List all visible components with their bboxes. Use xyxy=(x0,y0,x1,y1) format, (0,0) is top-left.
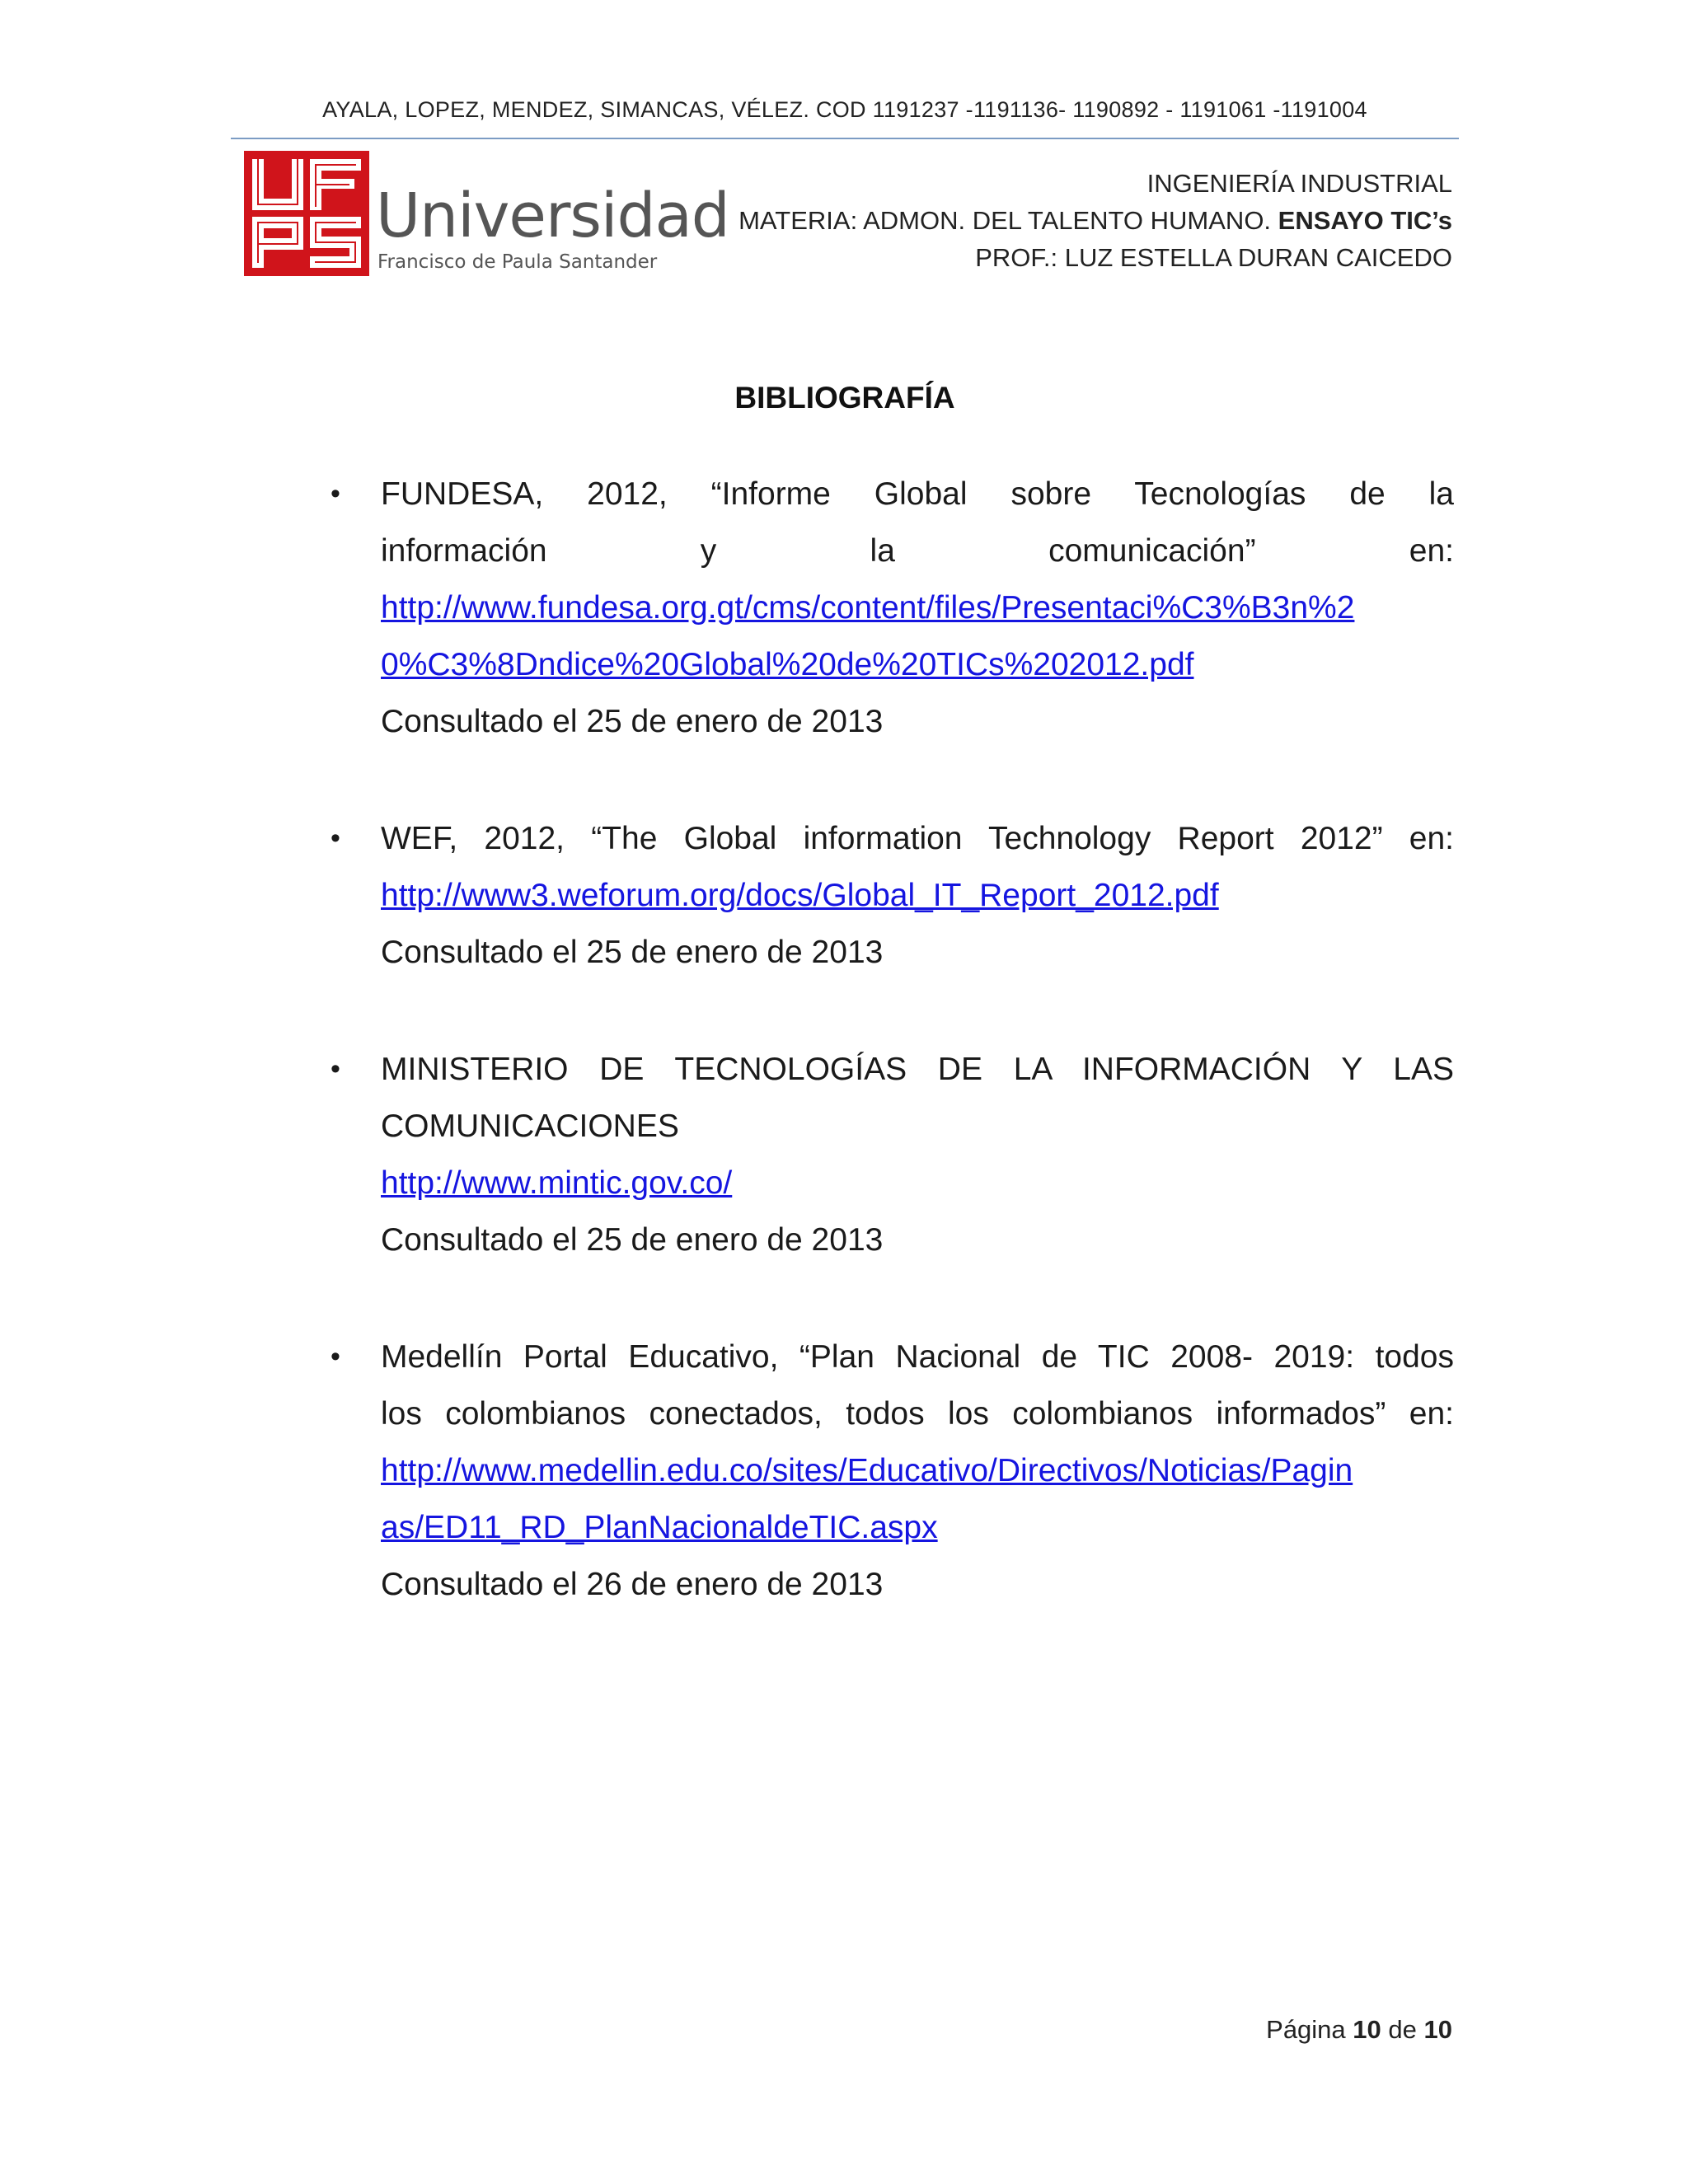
bullet-icon: • xyxy=(331,478,340,509)
subject-text: MATERIA: ADMON. DEL TALENTO HUMANO. xyxy=(738,206,1272,235)
logo-subtitle: Francisco de Paula Santander xyxy=(377,251,658,273)
page-number xyxy=(1266,2015,1452,2045)
bibliography-entry xyxy=(331,810,1454,981)
total-pages: 10 xyxy=(1423,2015,1452,2044)
entry-text: MINISTERIO DE TECNOLOGÍAS DE LA INFORMACIÓN Y LAS xyxy=(381,1052,1454,1087)
consulted-date: Consultado el 25 de enero de 2013 xyxy=(381,935,884,970)
reference-link[interactable]: 0%C3%8Dndice%20Global%20de%20TICs%202012.pdf xyxy=(381,647,1194,682)
program-name: INGENIERÍA INDUSTRIAL xyxy=(1146,169,1452,198)
section-title: BIBLIOGRAFÍA xyxy=(734,381,955,415)
page-label: Página xyxy=(1266,2015,1346,2044)
reference-link[interactable]: http://www.mintic.gov.co/ xyxy=(381,1165,733,1201)
bibliography-entry xyxy=(331,1329,1454,1613)
current-page: 10 xyxy=(1353,2015,1381,2044)
reference-link[interactable]: http://www.fundesa.org.gt/cms/content/files/Presentaci%C3%B3n%2 xyxy=(381,590,1355,626)
reference-link[interactable]: http://www.medellin.edu.co/sites/Educativo/Directivos/Noticias/Pagin xyxy=(381,1453,1353,1488)
university-logo xyxy=(244,151,729,279)
entry-text: WEF, 2012, “The Global information Technology Report 2012” en: xyxy=(381,821,1454,856)
header-divider xyxy=(231,138,1459,139)
entry-text: COMUNICACIONES xyxy=(381,1108,679,1144)
consulted-date: Consultado el 25 de enero de 2013 xyxy=(381,704,884,739)
subject-bold: ENSAYO TIC’s xyxy=(1278,206,1452,235)
entry-text: información y la comunicación” en: xyxy=(381,533,1454,569)
logo-title: Universidad xyxy=(376,180,729,251)
professor-name: PROF.: LUZ ESTELLA DURAN CAICEDO xyxy=(975,243,1452,272)
entry-text: Medellín Portal Educativo, “Plan Nacional de TIC 2008- 2019: todos xyxy=(381,1339,1454,1375)
bullet-icon: • xyxy=(331,823,340,854)
subject-line xyxy=(710,202,1452,239)
bibliography-entry xyxy=(331,466,1454,750)
entry-text: FUNDESA, 2012, “Informe Global sobre Tecnologías de la xyxy=(381,476,1454,512)
bibliography-list xyxy=(331,466,1454,1613)
bullet-icon: • xyxy=(331,1053,340,1085)
ufps-logo-mark xyxy=(244,151,369,276)
consulted-date: Consultado el 25 de enero de 2013 xyxy=(381,1222,884,1258)
reference-link[interactable]: as/ED11_RD_PlanNacionaldeTIC.aspx xyxy=(381,1510,938,1545)
bullet-icon: • xyxy=(331,1341,340,1372)
entry-text: los colombianos conectados, todos los colombianos informados” en: xyxy=(381,1396,1454,1432)
page-of: de xyxy=(1388,2015,1417,2044)
authors-header: AYALA, LOPEZ, MENDEZ, SIMANCAS, VÉLEZ. COD 1191237 -1191136- 1190892 - 1191061 -1191004 xyxy=(322,97,1367,122)
course-info xyxy=(710,165,1452,276)
reference-link[interactable]: http://www3.weforum.org/docs/Global_IT_Report_2012.pdf xyxy=(381,878,1219,913)
consulted-date: Consultado el 26 de enero de 2013 xyxy=(381,1567,884,1602)
bibliography-entry xyxy=(331,1041,1454,1268)
